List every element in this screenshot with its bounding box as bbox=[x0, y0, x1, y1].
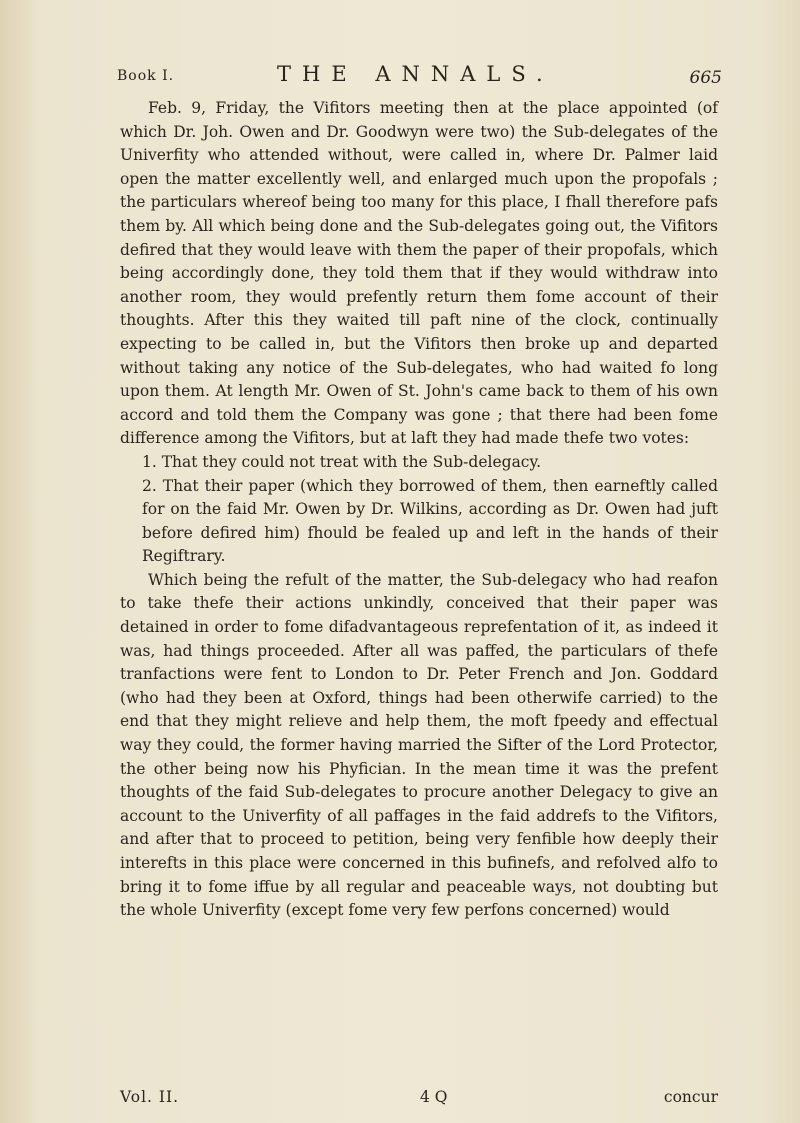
page-number: 665 bbox=[689, 68, 722, 88]
vote-two: 2. That their paper (which they borrowed of them, then earneftly called for on the faid Mr. Owen by Dr. Wilkins, according as Dr. Owen had juft before defired him) fhould be fealed up and left in the hands of their Regiftrary. bbox=[142, 476, 718, 566]
book-label: Book I. bbox=[117, 68, 175, 84]
volume-label: Vol. II. bbox=[120, 1088, 180, 1106]
vote-one: 1. That they could not treat with the Sub-delegacy. bbox=[142, 452, 542, 471]
catchword: concur bbox=[663, 1088, 718, 1106]
main-text bbox=[120, 97, 718, 923]
running-header bbox=[117, 62, 722, 96]
paragraph-result: Which being the refult of the matter, the Sub-delegacy who had reafon to take thefe their actions unkindly, conceived that their paper was detained in order to fome difadvantageous reprefentation of it, as indeed it was, had things proceeded. After all was paffed, the particulars of thefe tranfactions were fent to London to Dr. Peter French and Jon. Goddard (who had they been at Oxford, things had been otherwife carried) to the end that they might relieve and help them, the moft fpeedy and effectual way they could, the former having married the Sifter of the Lord Protector, the other being now his Phyfician. In the mean time it was the prefent thoughts of the faid Sub-delegates to procure another Delegacy to give an account to the Univerfity of all paffages in the faid addrefs to the Vifitors, and after that to proceed to petition, being very fenfible how deeply their interefts in this place were concerned in this bufinefs, and refolved alfo to bring it to fome iffue by all regular and peaceable ways, not doubting but the whole Univerfity (except fome very few perfons concerned) would bbox=[120, 570, 718, 920]
page-footer bbox=[120, 1088, 718, 1114]
signature-mark: 4 Q bbox=[420, 1088, 448, 1106]
running-title: THE ANNALS. bbox=[277, 62, 554, 86]
paragraph-visit-account: Feb. 9, Friday, the Vifitors meeting then at the place appointed (of which Dr. Joh. Owen and Dr. Goodwyn were two) the Sub-delegates of the Univerfity who attended without, were called in, where Dr. Palmer laid open the matter excellently well, and enlarged much upon the propofals ; the particulars whereof being too many for this place, I fhall therefore pafs them by. All which being done and the Sub-delegates going out, the Vifitors defired that they would leave with them the paper of their propofals, which being accordingly done, they told them that if they would withdraw into another room, they would prefently return them fome account of their thoughts. After this they waited till paft nine of the clock, continually expecting to be called in, but the Vifitors then broke up and departed without taking any notice of the Sub-delegates, who had waited fo long upon them. At length Mr. Owen of St. John's came back to them of his own accord and told them the Company was gone ; that there had been fome difference among the Vifitors, but at laft they had made thefe two votes: bbox=[120, 99, 718, 448]
